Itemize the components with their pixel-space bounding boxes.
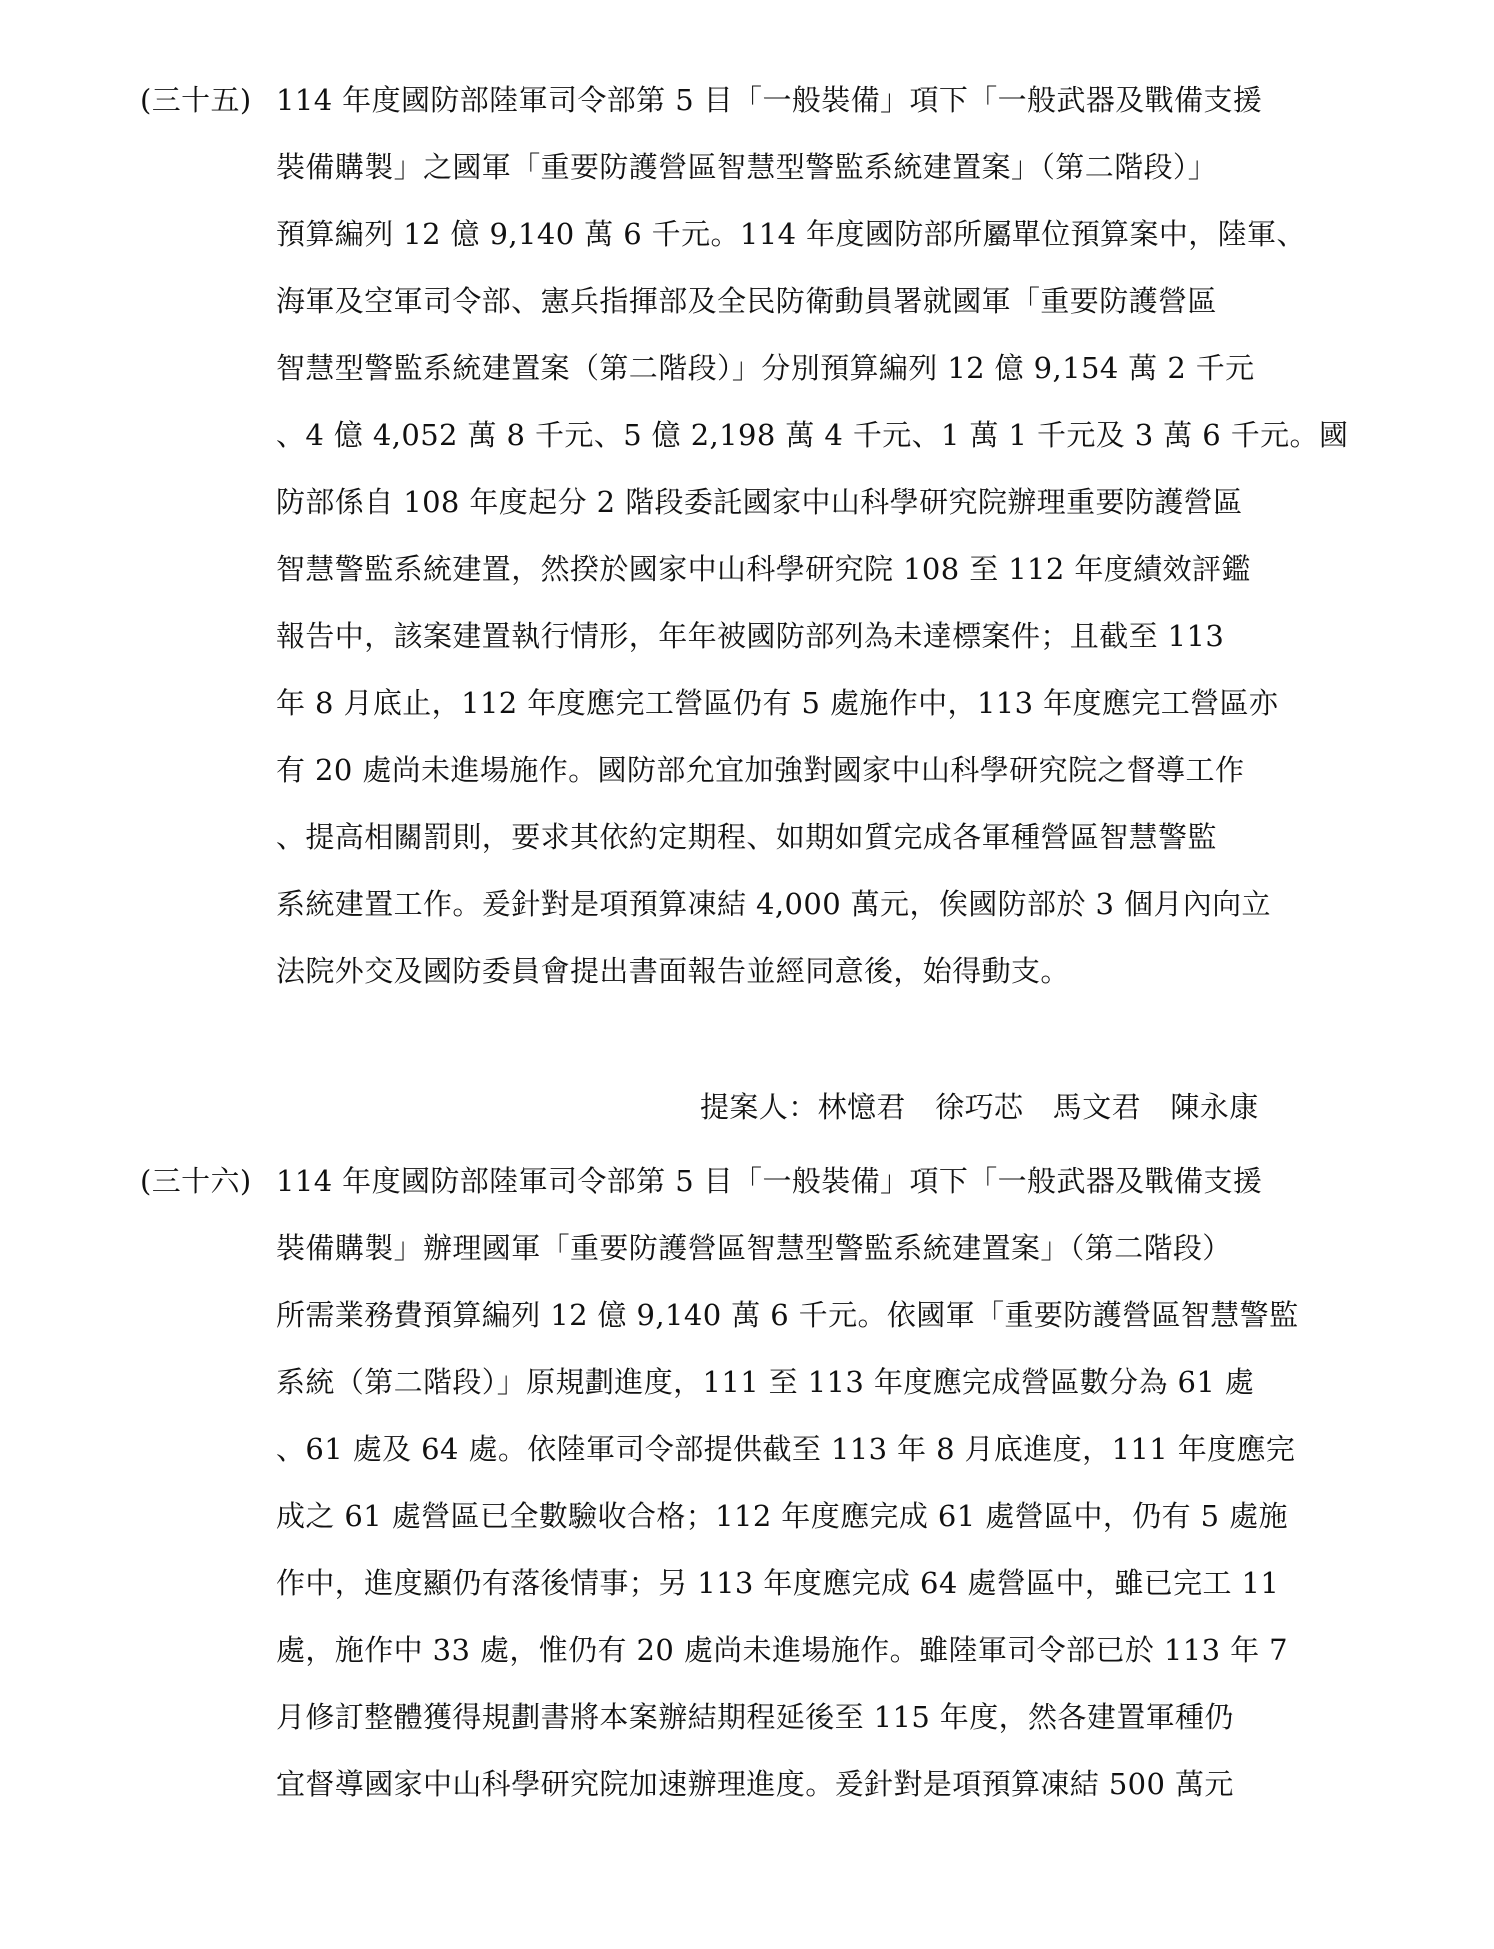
item-label: (三十五) [140,83,252,117]
paragraph-line: 作中，進度顯仍有落後情事；另 113 年度應完成 64 處營區中，雖已完工 11 [276,1566,1280,1600]
paragraph-line: 114 年度國防部陸軍司令部第 5 目「一般裝備」項下「一般武器及戰備支援 [276,83,1263,117]
paragraph-line: 、提高相關罰則，要求其依約定期程、如期如質完成各軍種營區智慧警監 [276,820,1217,854]
paragraph-line: 宜督導國家中山科學研究院加速辦理進度。爰針對是項預算凍結 500 萬元 [276,1767,1234,1801]
paragraph-line: 年 8 月底止，112 年度應完工營區仍有 5 處施作中，113 年度應完工營區亦 [276,686,1279,720]
paragraph-line: 報告中，該案建置執行情形，年年被國防部列為未達標案件；且截至 113 [276,619,1225,653]
paragraph-line: 、4 億 4,052 萬 8 千元、5 億 2,198 萬 4 千元、1 萬 1 千元及 3 萬 6 千元。國 [276,418,1349,452]
paragraph-line: 處，施作中 33 處，惟仍有 20 處尚未進場施作。雖陸軍司令部已於 113 年 7 [276,1633,1288,1667]
paragraph-line: 智慧型警監系統建置案（第二階段）」分別預算編列 12 億 9,154 萬 2 千元 [276,351,1255,385]
paragraph-line: 系統（第二階段）」原規劃進度，111 至 113 年度應完成營區數分為 61 處 [276,1365,1255,1399]
paragraph-line: 系統建置工作。爰針對是項預算凍結 4,000 萬元，俟國防部於 3 個月內向立 [276,887,1271,921]
paragraph-line: 成之 61 處營區已全數驗收合格；112 年度應完成 61 處營區中，仍有 5 處施 [276,1499,1288,1533]
paragraph-line: 114 年度國防部陸軍司令部第 5 目「一般裝備」項下「一般武器及戰備支援 [276,1164,1263,1198]
item-label: (三十六) [140,1164,252,1198]
paragraph-line: 裝備購製」之國軍「重要防護營區智慧型警監系統建置案」（第二階段）」 [276,150,1218,184]
paragraph-line: 海軍及空軍司令部、憲兵指揮部及全民防衛動員署就國軍「重要防護營區 [276,284,1217,318]
paragraph-line: 智慧警監系統建置，然揆於國家中山科學研究院 108 至 112 年度績效評鑑 [276,552,1251,586]
paragraph-line: 防部係自 108 年度起分 2 階段委託國家中山科學研究院辦理重要防護營區 [276,485,1243,519]
paragraph-line: 有 20 處尚未進場施作。國防部允宜加強對國家中山科學研究院之督導工作 [276,753,1245,787]
proposer-line: 提案人：林憶君 徐巧芯 馬文君 陳永康 [700,1090,1259,1124]
paragraph-line: 法院外交及國防委員會提出書面報告並經同意後，始得動支。 [276,954,1070,988]
paragraph-line: 所需業務費預算編列 12 億 9,140 萬 6 千元。依國軍「重要防護營區智慧警監 [276,1298,1299,1332]
paragraph-line: 預算編列 12 億 9,140 萬 6 千元。114 年度國防部所屬單位預算案中，陸軍、 [276,217,1306,251]
paragraph-line: 月修訂整體獲得規劃書將本案辦結期程延後至 115 年度，然各建置軍種仍 [276,1700,1234,1734]
paragraph-line: 裝備購製」辦理國軍「重要防護營區智慧型警監系統建置案」（第二階段） [276,1231,1232,1265]
paragraph-line: 、61 處及 64 處。依陸軍司令部提供截至 113 年 8 月底進度，111 年度應完 [276,1432,1296,1466]
